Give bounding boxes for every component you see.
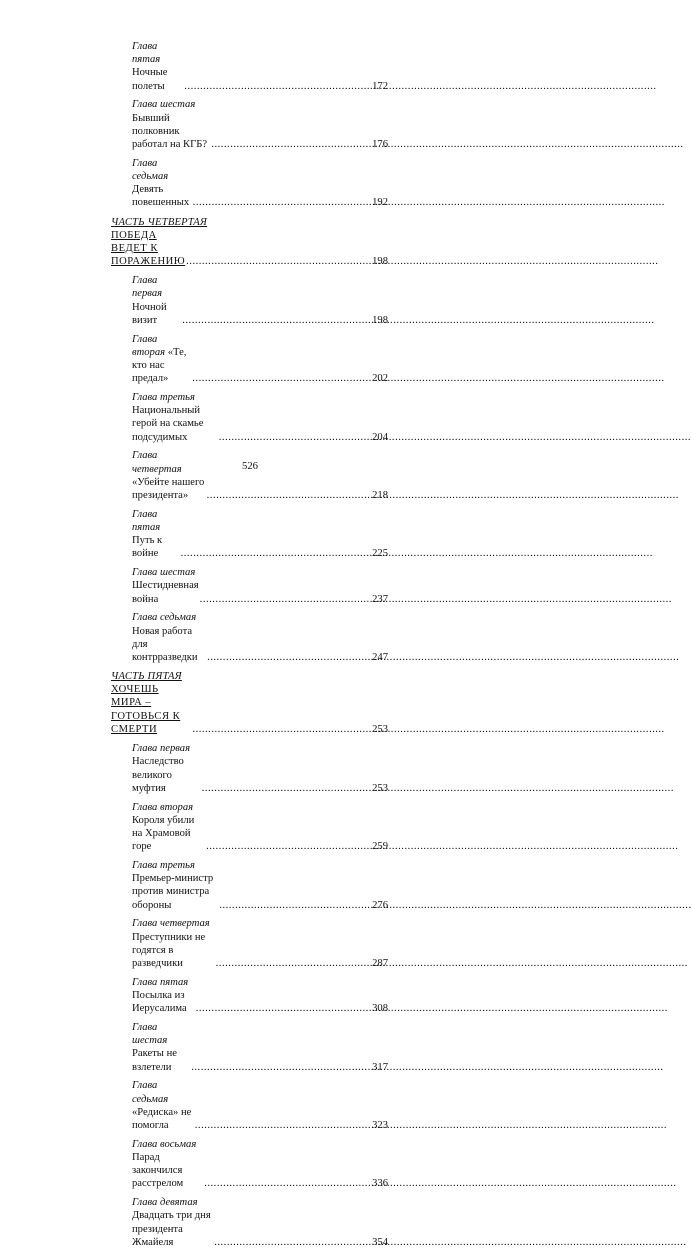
page-ref: 225 — [372, 548, 388, 560]
table-of-contents — [111, 40, 388, 1255]
page-ref: 253 — [372, 782, 388, 794]
page-ref: 323 — [372, 1119, 388, 1131]
toc-entry — [111, 1196, 388, 1249]
toc-entry — [111, 976, 388, 1016]
chapter-label: Глава пятая — [132, 508, 161, 534]
chapter-title: Посылка из Иерусалима — [132, 989, 187, 1015]
chapter-label: Глава четвертая — [132, 450, 182, 475]
part-heading — [111, 217, 388, 269]
chapter-label: Глава вторая — [132, 801, 194, 813]
toc-entry — [111, 1021, 388, 1074]
chapter-title: «Убейте нашего президента» — [132, 476, 205, 502]
chapter-label: Глава седьмая — [132, 612, 197, 624]
chapter-title: Ракеты не взлетели — [132, 1048, 177, 1073]
chapter-title: Национальный герой на скамье подсудимых — [132, 405, 204, 443]
part-entry — [111, 683, 388, 736]
part-entry — [111, 229, 388, 269]
chapter-label: Глава пятая — [132, 976, 189, 988]
page-ref: 336 — [372, 1178, 388, 1190]
page-ref: 192 — [372, 197, 388, 209]
chapter-label: Глава первая — [132, 743, 191, 755]
toc-entry — [111, 391, 388, 444]
toc-entry — [111, 917, 388, 970]
chapter-title: Новая работа для контрразведки — [132, 625, 198, 664]
page-ref: 354 — [372, 1236, 388, 1248]
page-ref: 198 — [372, 256, 388, 268]
chapter-label: Глава седьмая — [132, 157, 169, 183]
chapter-label: Глава третья — [132, 859, 195, 871]
page-ref: 308 — [372, 1003, 388, 1015]
chapter-label: Глава седьмая — [132, 1080, 169, 1105]
chapter-title: Наследство великого муфтия — [132, 756, 184, 794]
page-ref: 259 — [372, 841, 388, 853]
toc-entry — [111, 157, 388, 210]
page-ref: 247 — [372, 652, 388, 664]
chapter-label: Глава шестая — [132, 567, 196, 579]
chapter-title: Ночные полеты — [132, 67, 168, 92]
chapter-label: Глава четвертая — [132, 918, 210, 930]
chapter-title: Путь к войне — [132, 535, 163, 560]
chapter-title: Преступники не годятся в разведчики — [132, 931, 206, 969]
chapter-label: Глава первая — [132, 275, 163, 300]
page-ref: 237 — [372, 593, 388, 605]
chapter-title: Ночной визит — [132, 301, 167, 326]
toc-entry — [111, 40, 388, 93]
chapter-title: Шестидневная война — [132, 580, 199, 605]
page-ref: 317 — [372, 1061, 388, 1073]
chapter-title: Короля убили на Храмовой горе — [132, 814, 195, 853]
page-ref: 287 — [372, 957, 388, 969]
part-heading — [111, 671, 388, 736]
page-ref: 202 — [372, 373, 388, 385]
page-ref: 253 — [372, 723, 388, 735]
chapter-label: Глава вторая — [132, 333, 166, 358]
chapter-title: Премьер-министр против министра обороны — [132, 873, 214, 911]
page-ref: 172 — [372, 80, 388, 92]
part-title: ХОЧЕШЬ МИРА – ГОТОВЬСЯ К СМЕРТИ — [111, 684, 181, 735]
toc-entry — [111, 1138, 388, 1191]
page-ref: 198 — [372, 314, 388, 326]
toc-entry — [111, 98, 388, 151]
page-ref: 204 — [372, 431, 388, 443]
chapter-title: Двадцать три дня президента Жмайеля — [132, 1210, 211, 1248]
chapter-label: Глава пятая — [132, 41, 161, 66]
part-title: ПОБЕДА ВЕДЕТ К ПОРАЖЕНИЮ — [111, 229, 186, 268]
toc-entry — [111, 449, 388, 502]
toc-entry — [111, 508, 388, 561]
toc-entry — [111, 611, 388, 664]
page-number: 526 — [242, 461, 258, 472]
chapter-label: Глава восьмая — [132, 1138, 197, 1150]
page-ref: 218 — [372, 490, 388, 502]
toc-entry — [111, 566, 388, 606]
page-ref: 276 — [372, 899, 388, 911]
chapter-title: Девять повешенных — [132, 184, 190, 209]
page-ref: 176 — [372, 139, 388, 151]
toc-entry — [111, 742, 388, 795]
chapter-label: Глава шестая — [132, 1021, 168, 1047]
toc-entry — [111, 801, 388, 854]
part-label: ЧАСТЬ ПЯТАЯ — [111, 671, 182, 683]
chapter-title: «Редиска» не помогла — [132, 1106, 192, 1131]
chapter-label: Глава девятая — [132, 1197, 198, 1209]
toc-entry — [111, 333, 388, 386]
chapter-label: Глава третья — [132, 392, 195, 404]
chapter-label: Глава шестая — [132, 99, 196, 111]
chapter-title: Парад закончился расстрелом — [132, 1151, 184, 1190]
toc-entry — [111, 274, 388, 327]
chapter-title: «Те, кто нас предал» — [132, 346, 187, 385]
toc-entry — [111, 1079, 388, 1132]
part-label: ЧАСТЬ ЧЕТВЕРТАЯ — [111, 216, 208, 228]
chapter-title: Бывший полковник работал на КГБ? — [132, 112, 208, 151]
toc-entry — [111, 859, 388, 912]
